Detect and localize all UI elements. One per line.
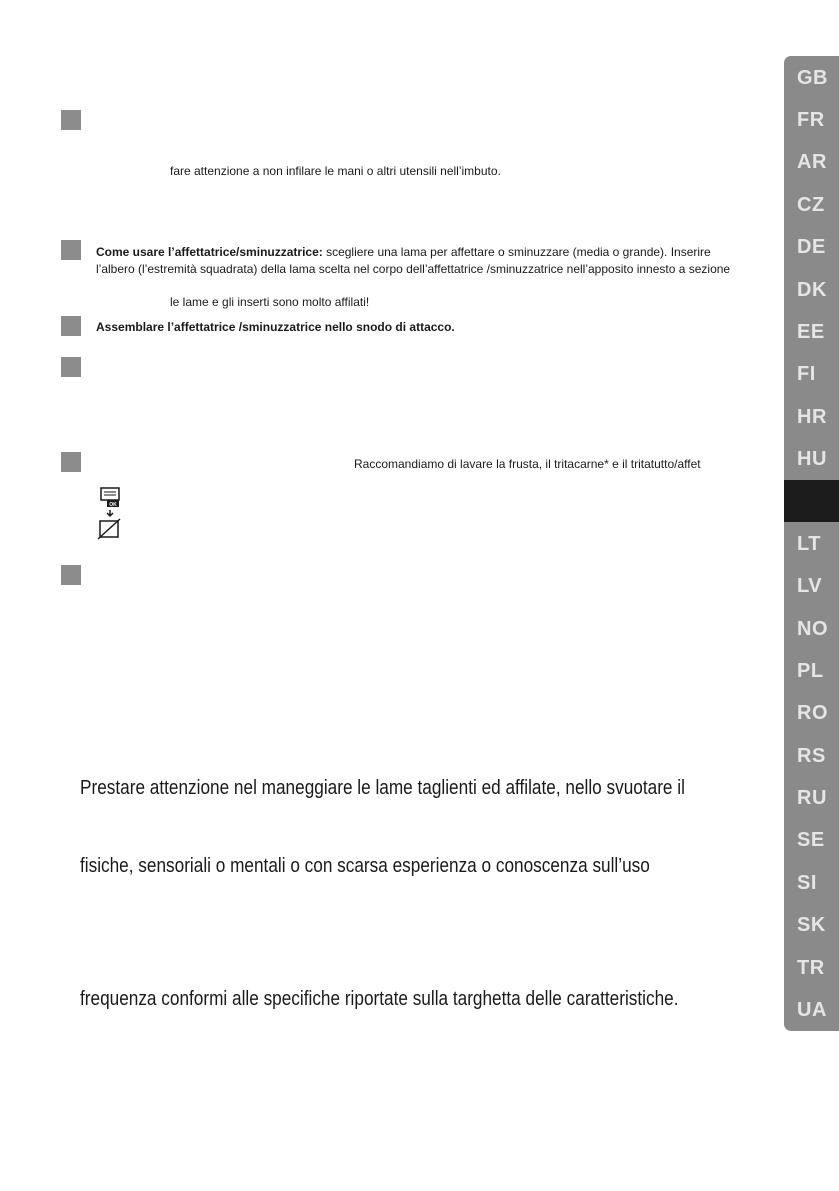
tab-gb[interactable]: GB bbox=[797, 67, 828, 89]
step-marker bbox=[61, 240, 81, 260]
tab-ee[interactable]: EE bbox=[797, 321, 825, 343]
dishwasher-ok-icon bbox=[96, 486, 124, 542]
instruction-line: fare attenzione a non infilare le mani o altri utensili nell’imbuto. bbox=[170, 164, 501, 178]
tab-ar[interactable]: AR bbox=[797, 151, 827, 173]
step-marker bbox=[61, 357, 81, 377]
tab-ro[interactable]: RO bbox=[797, 702, 828, 724]
tab-fr[interactable]: FR bbox=[797, 109, 825, 131]
instruction-line bbox=[96, 320, 455, 335]
tab-no[interactable]: NO bbox=[797, 618, 828, 640]
step-marker bbox=[61, 565, 81, 585]
tab-hu[interactable]: HU bbox=[797, 448, 827, 470]
tab-fi[interactable]: FI bbox=[797, 363, 816, 385]
instruction-text: scegliere una lama per affettare o sminuzzare (media o grande). Inserire bbox=[322, 245, 711, 259]
language-tabs bbox=[784, 56, 839, 1031]
svg-text:OK: OK bbox=[109, 502, 117, 508]
tab-ua[interactable]: UA bbox=[797, 999, 827, 1021]
safety-line: Prestare attenzione nel maneggiare le lame taglienti ed affilate, nello svuotare il bbox=[80, 777, 685, 799]
tab-it[interactable]: IT bbox=[784, 480, 839, 522]
tab-ru[interactable]: RU bbox=[797, 787, 827, 809]
step-marker bbox=[61, 452, 81, 472]
tab-dk[interactable]: DK bbox=[797, 279, 827, 301]
instruction-line: l’albero (l’estremità squadrata) della lama scelta nel corpo dell’affettatrice /sminuzzatrice nell’apposito innesto a sezione bbox=[96, 262, 731, 276]
step-marker bbox=[61, 110, 81, 130]
step-marker bbox=[61, 316, 81, 336]
instruction-line: le lame e gli inserti sono molto affilati! bbox=[170, 295, 370, 309]
instruction-line bbox=[96, 245, 711, 260]
instruction-line: Raccomandiamo di lavare la frusta, il tritacarne* e il tritatutto/affet bbox=[354, 457, 701, 471]
tab-pl[interactable]: PL bbox=[797, 660, 824, 682]
tab-se[interactable]: SE bbox=[797, 829, 825, 851]
instruction-heading: Assemblare l’affettatrice /sminuzzatrice nello snodo di attacco. bbox=[96, 320, 455, 334]
tab-hr[interactable]: HR bbox=[797, 406, 827, 428]
tab-si[interactable]: SI bbox=[797, 872, 817, 894]
dishwasher-icons bbox=[96, 486, 124, 542]
tab-cz[interactable]: CZ bbox=[797, 194, 825, 216]
tab-lt[interactable]: LT bbox=[797, 533, 821, 555]
tab-lv[interactable]: LV bbox=[797, 575, 823, 597]
safety-line: fisiche, sensoriali o mentali o con scarsa esperienza o conoscenza sull’uso bbox=[80, 855, 650, 877]
safety-line: frequenza conformi alle specifiche riportate sulla targhetta delle caratteristiche. bbox=[80, 988, 679, 1010]
tab-rs[interactable]: RS bbox=[797, 745, 826, 767]
tab-sk[interactable]: SK bbox=[797, 914, 826, 936]
tab-de[interactable]: DE bbox=[797, 236, 826, 258]
tab-tr[interactable]: TR bbox=[797, 957, 825, 979]
instruction-heading: Come usare l’affettatrice/sminuzzatrice: bbox=[96, 245, 323, 259]
